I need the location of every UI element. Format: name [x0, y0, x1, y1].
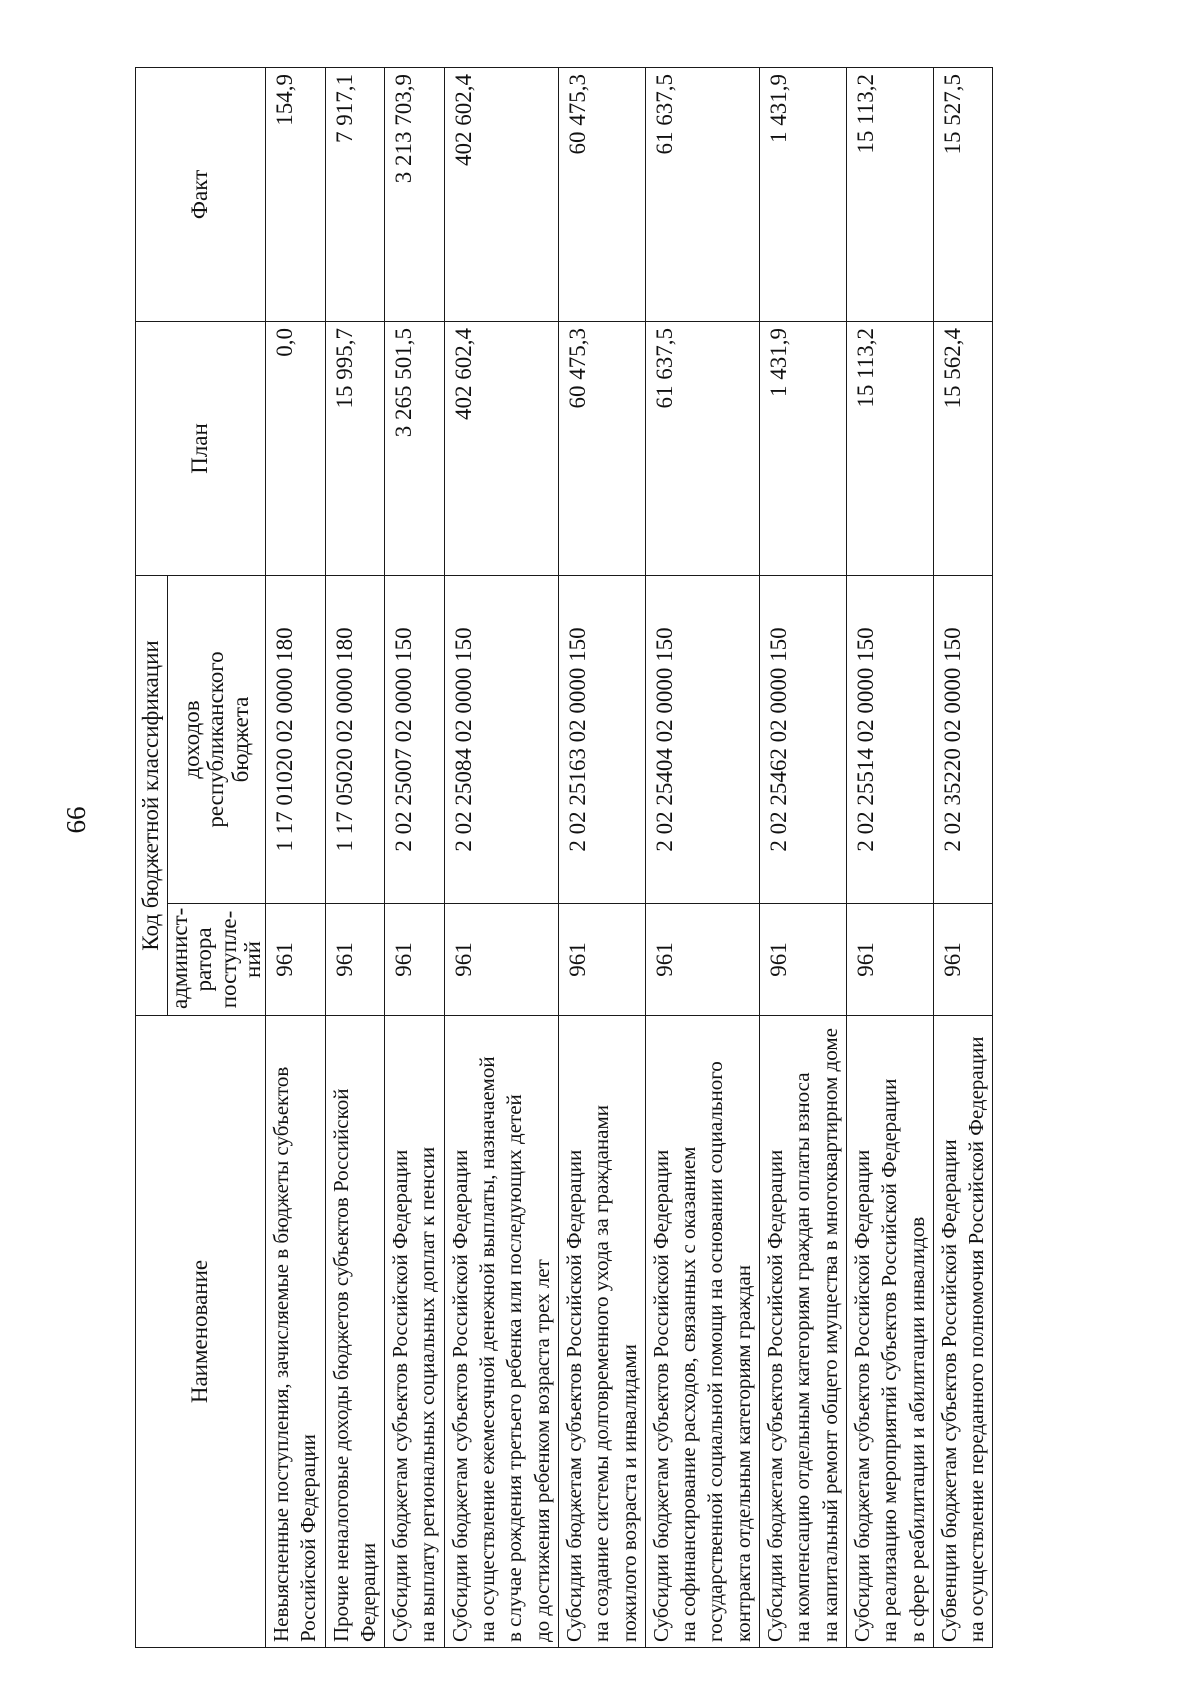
row-admin: 961 — [558, 904, 645, 1016]
row-code: 2 02 25514 02 0000 150 — [846, 575, 933, 903]
row-fact: 3 213 703,9 — [385, 67, 445, 321]
row-fact: 1 431,9 — [760, 67, 847, 321]
row-plan: 1 431,9 — [760, 321, 847, 575]
row-fact: 7 917,1 — [325, 67, 385, 321]
row-name: Субсидии бюджетам субъектов Российской Федерации на софинансирование расходов, связанных с оказанием государственной социальной помощи на основании социального контракта отдельным категориям граждан — [645, 1016, 759, 1648]
table-row — [933, 67, 993, 1647]
row-code: 2 02 25404 02 0000 150 — [645, 575, 759, 903]
row-fact: 61 637,5 — [645, 67, 759, 321]
row-admin: 961 — [760, 904, 847, 1016]
row-code: 2 02 35220 02 0000 150 — [933, 575, 993, 903]
budget-table — [135, 67, 993, 1648]
table-row — [760, 67, 847, 1647]
row-admin: 961 — [645, 904, 759, 1016]
row-code: 2 02 25084 02 0000 150 — [444, 575, 558, 903]
row-plan: 15 995,7 — [325, 321, 385, 575]
page-number: 66 — [60, 806, 91, 834]
header-plan: План — [136, 321, 266, 575]
table-row — [645, 67, 759, 1647]
row-plan: 15 562,4 — [933, 321, 993, 575]
table-row — [846, 67, 933, 1647]
row-name: Невыясненные поступления, зачисляемые в бюджеты субъектов Российской Федерации — [266, 1016, 326, 1648]
row-admin: 961 — [266, 904, 326, 1016]
row-plan: 61 637,5 — [645, 321, 759, 575]
row-name: Субсидии бюджетам субъектов Российской Федерации на создание системы долговременного ухода за гражданами пожилого возраста и инвалидами — [558, 1016, 645, 1648]
row-fact: 60 475,3 — [558, 67, 645, 321]
row-plan: 402 602,4 — [444, 321, 558, 575]
row-admin: 961 — [325, 904, 385, 1016]
row-admin: 961 — [444, 904, 558, 1016]
row-name: Субсидии бюджетам субъектов Российской Федерации на выплату региональных социальных доплат к пенсии — [385, 1016, 445, 1648]
header-revenue: доходов республиканского бюджета — [168, 575, 266, 903]
rotated-table-wrapper — [135, 68, 989, 1648]
row-name: Субсидии бюджетам субъектов Российской Федерации на осуществление ежемесячной денежной выплаты, назначаемой в случае рождения третьего ребенка или последующих детей до достижения ребенком возраста трех лет — [444, 1016, 558, 1648]
table-row — [558, 67, 645, 1647]
header-fact: Факт — [136, 67, 266, 321]
header-code-group: Код бюджетной классификации — [136, 575, 168, 1015]
row-admin: 961 — [933, 904, 993, 1016]
row-plan: 3 265 501,5 — [385, 321, 445, 575]
row-code: 2 02 25462 02 0000 150 — [760, 575, 847, 903]
row-admin: 961 — [846, 904, 933, 1016]
row-code: 1 17 01020 02 0000 180 — [266, 575, 326, 903]
row-plan: 0,0 — [266, 321, 326, 575]
row-name: Прочие неналоговые доходы бюджетов субъектов Российской Федерации — [325, 1016, 385, 1648]
row-fact: 15 113,2 — [846, 67, 933, 321]
row-code: 1 17 05020 02 0000 180 — [325, 575, 385, 903]
row-fact: 15 527,5 — [933, 67, 993, 321]
row-name: Субсидии бюджетам субъектов Российской Федерации на компенсацию отдельным категориям граждан оплаты взноса на капитальный ремонт общего имущества в многоквартирном доме — [760, 1016, 847, 1648]
row-fact: 402 602,4 — [444, 67, 558, 321]
row-code: 2 02 25163 02 0000 150 — [558, 575, 645, 903]
row-name: Субвенции бюджетам субъектов Российской Федерации на осуществление переданного полномочия Российской Федерации — [933, 1016, 993, 1648]
header-admin: админист- ратора поступле- ний — [168, 904, 266, 1016]
row-code: 2 02 25007 02 0000 150 — [385, 575, 445, 903]
header-name: Наименование — [136, 1016, 266, 1648]
row-fact: 154,9 — [266, 67, 326, 321]
table-stage — [135, 68, 989, 1648]
row-plan: 60 475,3 — [558, 321, 645, 575]
row-admin: 961 — [385, 904, 445, 1016]
table-row — [444, 67, 558, 1647]
table-row — [325, 67, 385, 1647]
table-row — [385, 67, 445, 1647]
row-plan: 15 113,2 — [846, 321, 933, 575]
row-name: Субсидии бюджетам субъектов Российской Федерации на реализацию мероприятий субъектов Российской Федерации в сфере реабилитации и абилитации инвалидов — [846, 1016, 933, 1648]
table-row — [266, 67, 326, 1647]
